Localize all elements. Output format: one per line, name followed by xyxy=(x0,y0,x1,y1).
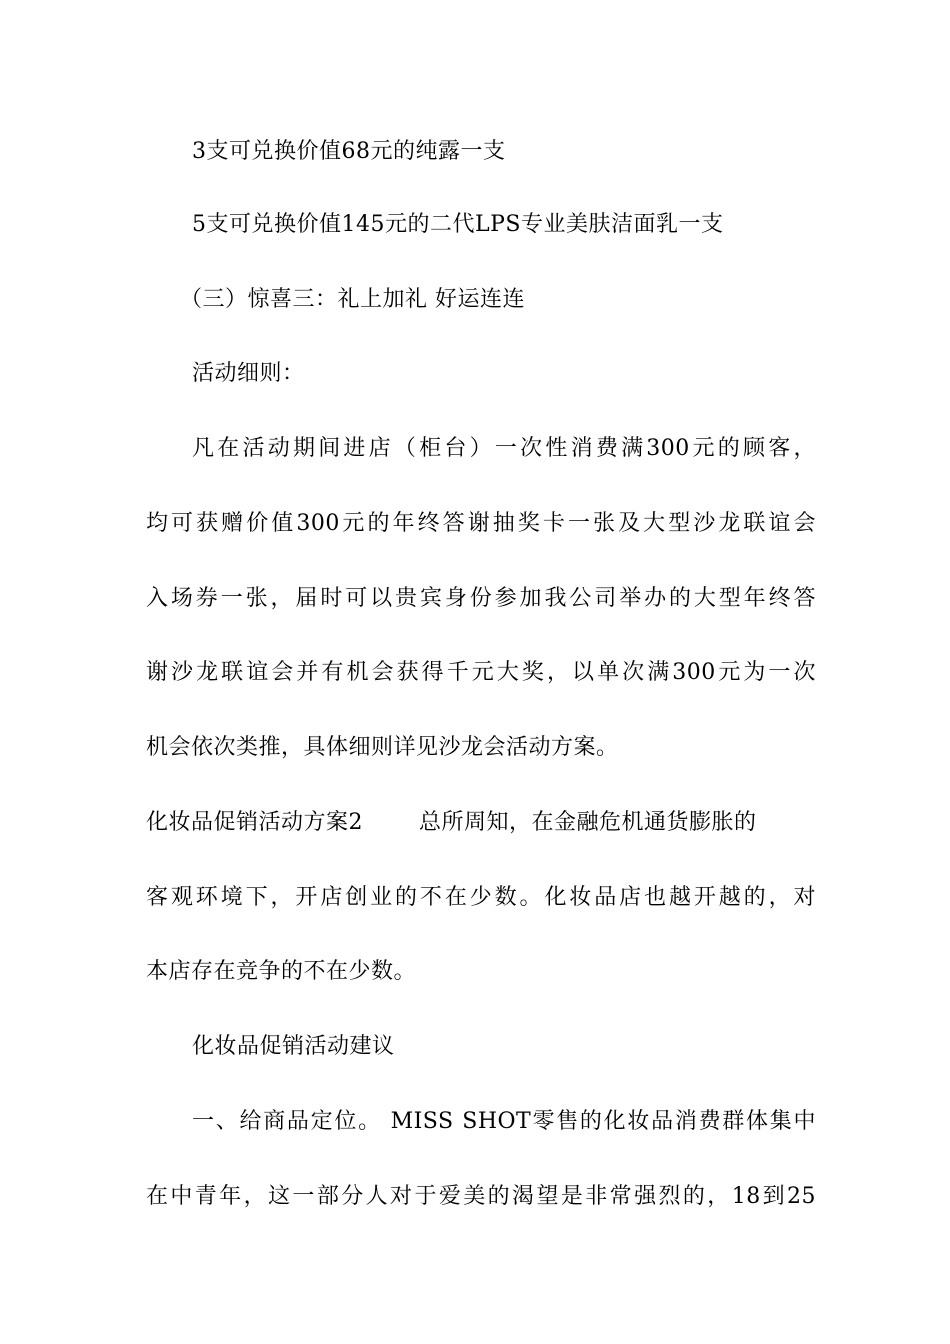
paragraph-line: 5支可兑换价值145元的二代LPS专业美肤洁面乳一支 xyxy=(192,212,724,237)
paragraph-line: 均可获赠价值300元的年终答谢抽奖卡一张及大型沙龙联谊会 xyxy=(146,511,816,536)
paragraph-line: 本店存在竞争的不在少数。 xyxy=(146,959,417,984)
paragraph-line: 入场券一张，届时可以贵宾身份参加我公司举办的大型年终答 xyxy=(146,586,816,611)
document-title: 化妆品促销活动方案2 xyxy=(146,810,363,835)
paragraph-line: 一、给商品定位。 MISS SHOT零售的化妆品消费群体集中 xyxy=(192,1109,816,1134)
paragraph-line: 在中青年，这一部分人对于爱美的渴望是非常强烈的，18到25 xyxy=(146,1184,816,1209)
section-heading: 化妆品促销活动建议 xyxy=(192,1034,395,1059)
paragraph-line xyxy=(146,808,816,838)
paragraph-line: 机会依次类推，具体细则详见沙龙会活动方案。 xyxy=(146,735,619,760)
paragraph-text: 总所周知，在金融危机通货膨胀的 xyxy=(419,810,757,835)
paragraph-line: 活动细则： xyxy=(192,361,305,386)
paragraph-line: 谢沙龙联谊会并有机会获得千元大奖，以单次满300元为一次 xyxy=(146,660,816,685)
paragraph-line: 3支可兑换价值68元的纯露一支 xyxy=(192,139,506,164)
paragraph-line: 客观环境下，开店创业的不在少数。化妆品店也越开越的，对 xyxy=(146,885,816,910)
section-heading: （三）惊喜三：礼上加礼 好运连连 xyxy=(180,287,525,312)
paragraph-line: 凡在活动期间进店（柜台）一次性消费满300元的顾客， xyxy=(192,436,816,461)
